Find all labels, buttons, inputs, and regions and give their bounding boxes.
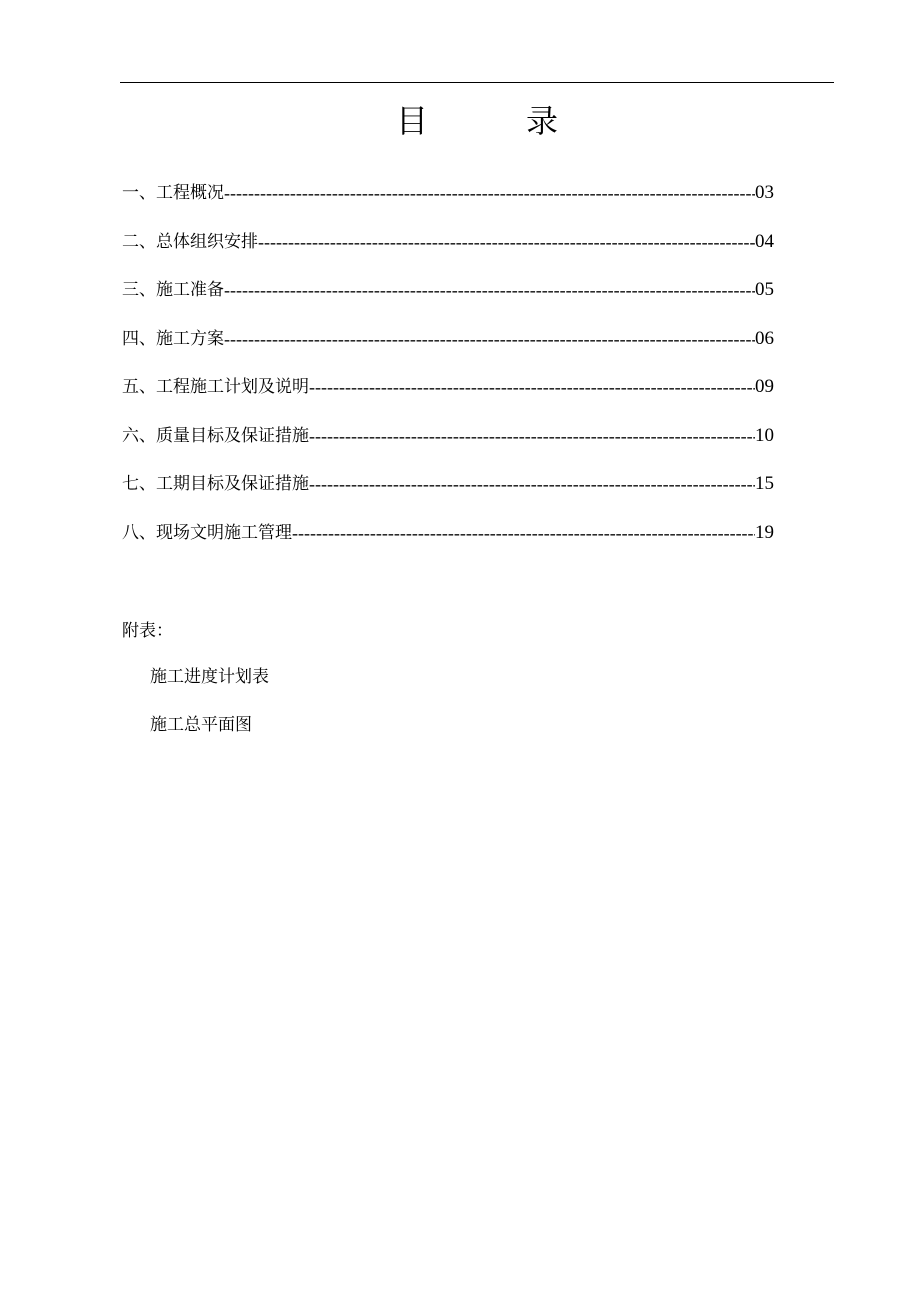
toc-entry[interactable] — [122, 180, 774, 229]
title-char-mu: 目 — [396, 102, 429, 140]
toc-entry-label: 六、质量目标及保证措施 — [122, 425, 309, 446]
toc-entry-page: 06 — [755, 327, 774, 349]
header-rule — [120, 82, 834, 83]
appendix-title: 附表： — [122, 621, 173, 641]
toc-entry[interactable] — [122, 326, 774, 375]
toc-entry[interactable] — [122, 423, 774, 472]
toc-entry-page: 04 — [755, 230, 774, 252]
toc-leader — [224, 180, 755, 206]
title-char-lu: 录 — [526, 102, 559, 140]
toc-leader — [224, 277, 755, 303]
toc-entry-label: 七、工期目标及保证措施 — [122, 474, 309, 494]
toc-entry[interactable] — [122, 520, 774, 569]
appendix-item[interactable]: 施工进度计划表 — [150, 667, 269, 687]
toc-entry-page: 09 — [755, 376, 774, 397]
toc-entry-page: 15 — [755, 473, 774, 494]
toc-entry-label: 四、施工方案 — [122, 328, 224, 349]
toc-leader — [258, 229, 755, 255]
appendix-section — [122, 618, 522, 738]
toc-entry[interactable] — [122, 277, 774, 326]
toc-entry-page: 05 — [755, 279, 774, 300]
toc-entry-label: 八、现场文明施工管理 — [122, 522, 292, 543]
toc-leader — [224, 326, 755, 352]
toc-entry-label: 五、工程施工计划及说明 — [122, 377, 309, 397]
toc-entry[interactable] — [122, 229, 774, 278]
toc-entry-label: 三、施工准备 — [122, 280, 224, 300]
toc-leader — [309, 471, 755, 497]
toc-entry[interactable] — [122, 471, 774, 520]
table-of-contents — [122, 180, 774, 568]
toc-entry-label: 一、工程概况 — [122, 183, 224, 203]
toc-leader — [309, 423, 755, 449]
toc-entry-page: 03 — [755, 182, 774, 203]
toc-leader — [292, 520, 755, 546]
page-title — [392, 100, 572, 142]
toc-entry-page: 19 — [755, 521, 774, 543]
appendix-item[interactable]: 施工总平面图 — [150, 715, 252, 735]
toc-entry-label: 二、总体组织安排 — [122, 231, 258, 252]
toc-leader — [309, 374, 755, 400]
toc-entry[interactable] — [122, 374, 774, 423]
toc-entry-page: 10 — [755, 424, 774, 446]
